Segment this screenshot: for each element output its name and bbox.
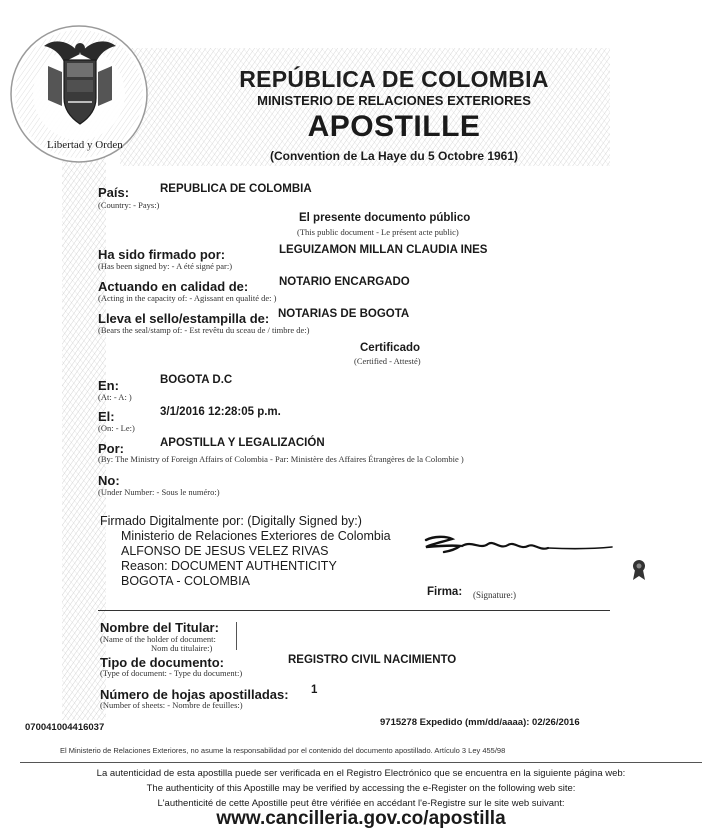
signature-reason: Reason: DOCUMENT AUTHENTICITY xyxy=(121,559,337,573)
handwritten-signature xyxy=(420,530,616,560)
seal-motto: Libertad y Orden xyxy=(47,139,123,151)
capacity-label: Actuando en calidad de: xyxy=(98,279,249,294)
certified-label: Certificado xyxy=(360,342,421,354)
seal-stamp-value: NOTARIAS DE BOGOTA xyxy=(278,308,410,320)
place-value: BOGOTA D.C xyxy=(160,374,233,386)
verify-english: The authenticity of this Apostille may be verified by accessing the e-Register on the following web site: xyxy=(146,783,576,794)
certified-sub: (Certified - Attesté) xyxy=(354,356,421,366)
medal-icon xyxy=(630,559,648,581)
convention-text: (Convention de La Haye du 5 Octobre 1961) xyxy=(269,149,519,163)
holder-bracket xyxy=(236,622,237,650)
date-value: 3/1/2016 12:28:05 p.m. xyxy=(160,406,281,418)
issue-info: 9715278 Expedido (mm/dd/aaaa): 02/26/2016 xyxy=(380,717,580,728)
capacity-value: NOTARIO ENCARGADO xyxy=(279,276,410,288)
public-document-sub: (This public document - Le présent acte public) xyxy=(297,227,459,237)
disclaimer-text: El Ministerio de Relaciones Exteriores, no asume la responsabilidad por el contenido del documento apostillado. Artículo 3 Ley 455/98 xyxy=(60,746,506,755)
by-sub: (By: The Ministry of Foreign Affairs of Colombia - Par: Ministère des Affaires Étrangères de la Colombie ) xyxy=(98,454,464,464)
seal-stamp-sub: (Bears the seal/stamp of: - Est revêtu du sceau de / timbre de:) xyxy=(98,325,310,335)
doc-type-label: Tipo de documento: xyxy=(100,655,224,670)
signed-by-sub: (Has been signed by: - A été signé par:) xyxy=(98,261,233,271)
seal-stamp-label: Lleva el sello/estampilla de: xyxy=(98,311,270,326)
verification-url[interactable]: www.cancilleria.gov.co/apostilla xyxy=(216,808,506,829)
number-label: No: xyxy=(98,473,120,488)
country-title: REPÚBLICA DE COLOMBIA xyxy=(239,66,549,92)
apostille-title: APOSTILLE xyxy=(307,110,481,143)
date-label: El: xyxy=(98,409,115,424)
signature-location: BOGOTA - COLOMBIA xyxy=(121,574,250,588)
doc-type-sub: (Type of document: - Type du document:) xyxy=(100,668,243,678)
capacity-sub: (Acting in the capacity of: - Agissant en qualité de: ) xyxy=(98,293,277,303)
digital-signed-by: Firmado Digitalmente por: (Digitally Signed by:) xyxy=(100,514,362,528)
signature-sub: (Signature:) xyxy=(473,590,516,600)
place-label: En: xyxy=(98,378,119,393)
divider-line xyxy=(98,610,610,611)
sheets-value: 1 xyxy=(311,684,318,696)
signer-name: ALFONSO DE JESUS VELEZ RIVAS xyxy=(121,544,329,558)
footer-divider xyxy=(20,762,702,763)
verify-spanish: La autenticidad de esta apostilla puede ser verificada en el Registro Electrónico que se encuentra en la siguiente página web: xyxy=(96,768,626,779)
holder-label: Nombre del Titular: xyxy=(100,620,219,635)
signed-by-label: Ha sido firmado por: xyxy=(98,247,226,262)
signer-organization: Ministerio de Relaciones Exteriores de Colombia xyxy=(121,529,391,543)
pais-label: País: xyxy=(98,185,130,200)
by-value: APOSTILLA Y LEGALIZACIÓN xyxy=(160,437,325,449)
pais-sub: (Country: - Pays:) xyxy=(98,200,160,210)
signature-label: Firma: xyxy=(427,586,463,598)
coat-of-arms-icon xyxy=(42,36,118,136)
ministry-title: MINISTERIO DE RELACIONES EXTERIORES xyxy=(257,93,531,108)
holder-sub-1: (Name of the holder of document: xyxy=(100,634,216,644)
signed-by-value: LEGUIZAMON MILLAN CLAUDIA INES xyxy=(279,244,488,256)
sheets-label: Número de hojas apostilladas: xyxy=(100,687,289,702)
pais-value: REPUBLICA DE COLOMBIA xyxy=(160,183,312,195)
public-document-label: El presente documento público xyxy=(299,212,471,224)
holder-sub-2: Nom du titulaire:) xyxy=(151,643,213,653)
place-sub: (At: - A: ) xyxy=(98,392,132,402)
date-sub: (On: - Le:) xyxy=(98,423,135,433)
by-label: Por: xyxy=(98,441,124,456)
number-sub: (Under Number: - Sous le numéro:) xyxy=(98,487,220,497)
barcode-number: 070041004416037 xyxy=(25,722,105,733)
sheets-sub: (Number of sheets: - Nombre de feuilles:) xyxy=(100,700,243,710)
doc-type-value: REGISTRO CIVIL NACIMIENTO xyxy=(288,654,457,666)
verify-french: L'authenticité de cette Apostille peut être vérifiée en accédant l'e-Registre sur le site web suivant: xyxy=(157,798,565,809)
